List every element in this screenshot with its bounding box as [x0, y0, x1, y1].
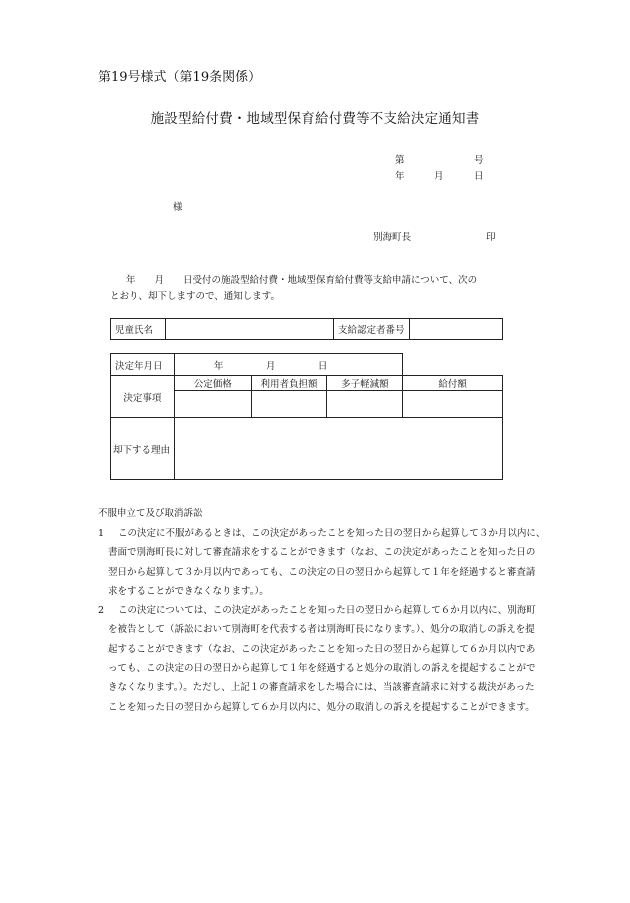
date-year: 年	[395, 171, 405, 182]
doc-number-go: 号	[474, 155, 484, 166]
appeal-notes	[98, 524, 545, 717]
decision-date-day: 日	[317, 361, 328, 372]
decision-items-label: 決定事項	[111, 376, 175, 418]
decision-date-field[interactable]	[174, 354, 402, 376]
note-1-number: 1	[98, 528, 105, 539]
value-user-burden[interactable]	[251, 391, 327, 418]
date-day: 日	[474, 171, 484, 182]
child-info-table	[110, 318, 503, 340]
note-1-line-2: 書面で別海町長に対して審査請求をすることができます（なお、この決定があったことを知った日の	[108, 547, 536, 559]
note-2-line-3: 起することができます（なお、この決定があったことを知った日の翌日から起算して６か月以内であ	[108, 643, 536, 655]
recipient-suffix: 様	[173, 202, 183, 213]
cert-number-field[interactable]	[410, 319, 503, 340]
notice-body	[110, 273, 477, 305]
rejection-reason-field[interactable]	[174, 418, 502, 480]
notice-line-1: 年 月 日受付の施設型給付費・地域型保育給付費等支給申請について、次の	[126, 275, 478, 286]
cert-number-label: 支給認定者番号	[334, 319, 410, 340]
child-name-field[interactable]	[166, 319, 334, 340]
value-multi-child-reduction[interactable]	[327, 391, 403, 418]
note-2-line-2: を被告として（訴訟において別海町を代表する者は別海町長になります。）、処分の取消しの訴えを提	[108, 624, 535, 636]
document-title: 施設型給付費・地域型保育給付費等不支給決定通知書	[150, 111, 480, 127]
decision-date-label: 決定年月日	[111, 354, 175, 376]
header-multi-child-reduction: 多子軽減額	[327, 376, 403, 391]
header-user-burden: 利用者負担額	[251, 376, 327, 391]
note-1-line-1: 1 この決定に不服があるときは、この決定があったことを知った日の翌日から起算して３か月以内に、	[98, 524, 545, 543]
value-benefit-amount[interactable]	[403, 391, 503, 418]
decision-table	[110, 353, 503, 480]
date-month: 月	[434, 171, 444, 182]
note-1-line-3: 翌日から起算して３か月以内であっても、この決定の日の翌日から起算して１年を経過すると審査請	[108, 566, 536, 578]
note-2-line-6: ことを知った日の翌日から起算して６か月以内に、処分の取消しの訴えを提起することができます。	[108, 701, 535, 713]
header-public-price: 公定価格	[174, 376, 251, 391]
value-public-price[interactable]	[174, 391, 251, 418]
note-2-number: 2	[98, 605, 105, 617]
note-2-line-5: きなくなります。）。ただし、上記１の審査請求をした場合には、当該審査請求に対する裁決があった	[108, 682, 535, 694]
issuer-name: 別海町長	[373, 232, 412, 243]
issuer-seal: 印	[486, 232, 496, 243]
note-2-line-4: っても、この決定の日の翌日から起算して１年を経過すると処分の取消しの訴えを提起することがで	[108, 663, 536, 675]
doc-number-dai: 第	[395, 155, 405, 166]
note-1-line-4: 求をすることができなくなります。）。	[108, 585, 269, 597]
note-2-line-1: 2 この決定については、この決定があったことを知った日の翌日から起算して６か月以内に、別海町	[98, 601, 545, 620]
header-benefit-amount: 給付額	[403, 376, 503, 391]
appeal-section-title: 不服申立て及び取消訴訟	[98, 508, 203, 519]
decision-date-year: 年	[213, 361, 224, 372]
rejection-reason-label: 却下する理由	[111, 418, 175, 480]
notice-line-2: とおり、却下しますので、通知します。	[110, 291, 281, 302]
form-number: 第19号様式（第19条関係）	[98, 70, 262, 85]
decision-date-month: 月	[265, 361, 276, 372]
child-name-label: 児童氏名	[111, 319, 166, 340]
